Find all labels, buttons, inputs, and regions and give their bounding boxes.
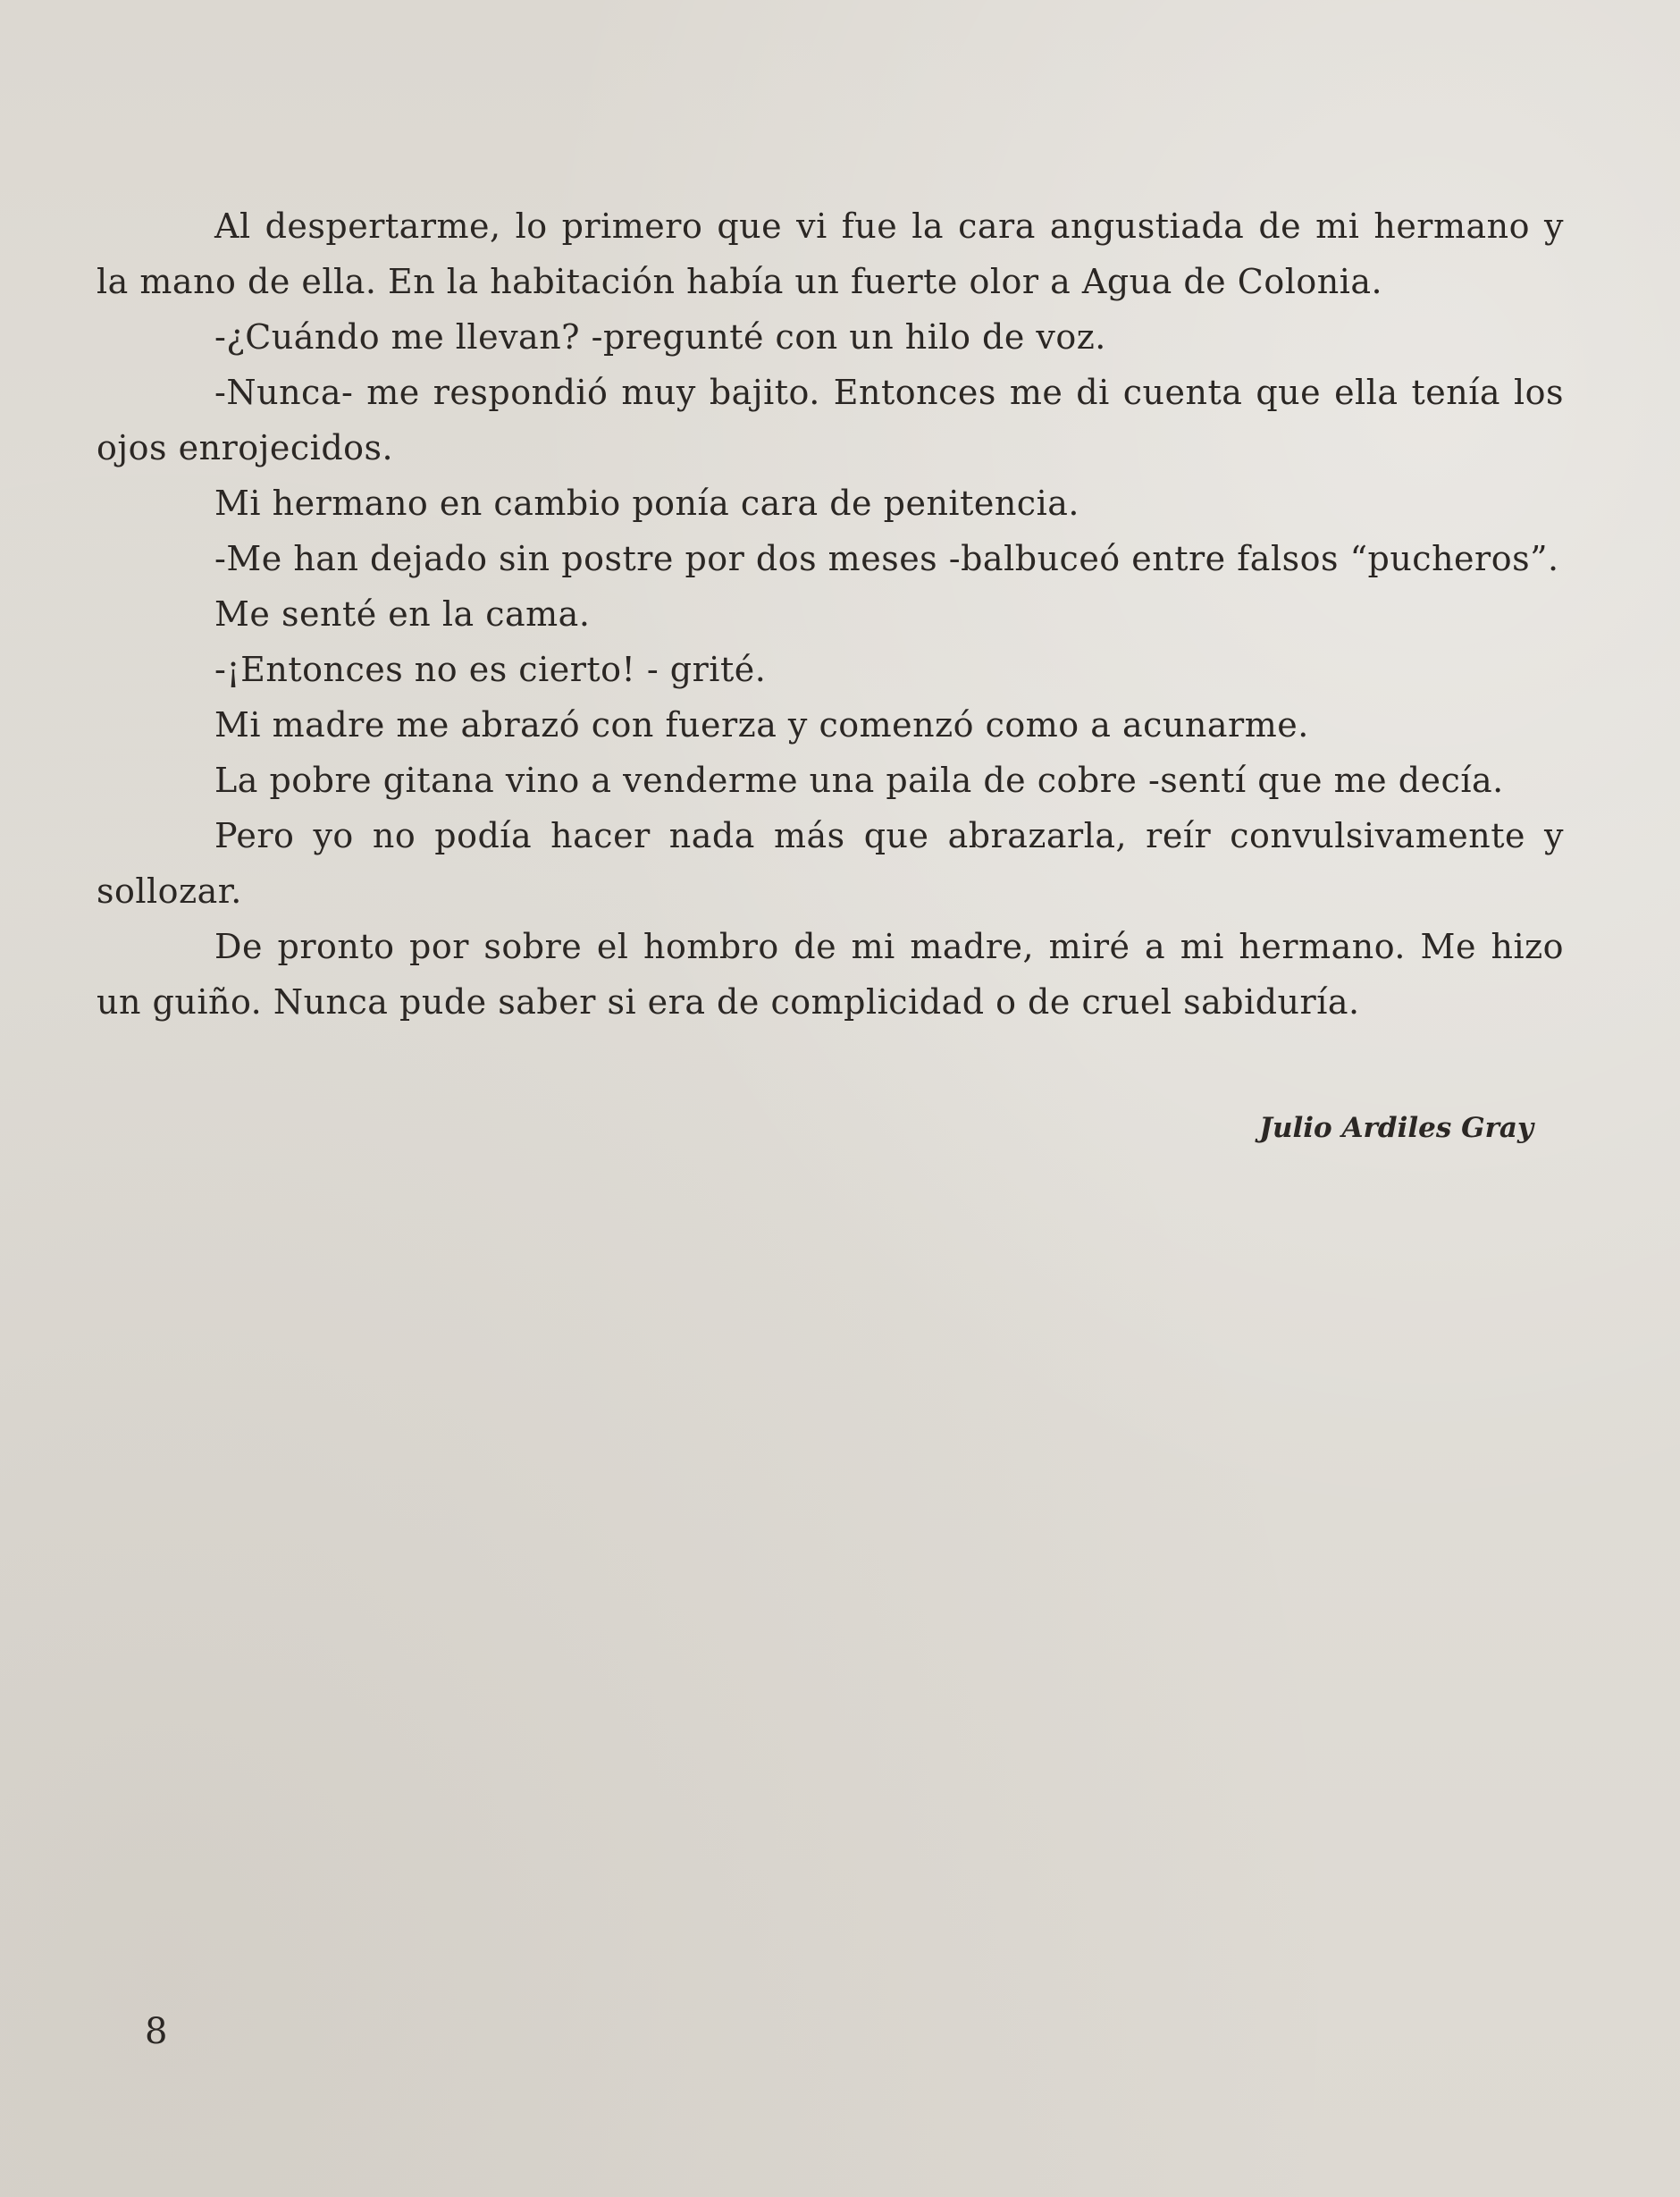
paragraph: Al despertarme, lo primero que vi fue la cara angustiada de mi hermano y la mano de ella. En la habitación había un fuerte olor a Agua de Colonia. <box>97 206 1564 301</box>
story-text <box>97 198 1564 1030</box>
page-number: 8 <box>145 2011 168 2052</box>
paragraph: Mi madre me abrazó con fuerza y comenzó como a acunarme. <box>214 705 1309 745</box>
paragraph: -¿Cuándo me llevan? -pregunté con un hilo de voz. <box>214 317 1106 357</box>
paragraph: -¡Entonces no es cierto! - grité. <box>214 650 767 689</box>
author-signature: Julio Ardiles Gray <box>1259 1112 1533 1144</box>
paragraph: De pronto por sobre el hombro de mi madre, miré a mi hermano. Me hizo un guiño. Nunca pude saber si era de complicidad o de cruel sabiduría. <box>97 927 1564 1022</box>
paragraph: La pobre gitana vino a venderme una paila de cobre -sentí que me decía. <box>214 761 1504 800</box>
paragraph: Pero yo no podía hacer nada más que abrazarla, reír convulsivamente y sollozar. <box>97 816 1564 911</box>
paragraph: -Me han dejado sin postre por dos meses -balbuceó entre falsos “pucheros”. <box>214 539 1559 578</box>
paragraph: Mi hermano en cambio ponía cara de penitencia. <box>214 484 1079 523</box>
paragraph: -Nunca- me respondió muy bajito. Entonces me di cuenta que ella tenía los ojos enrojecidos. <box>97 373 1564 467</box>
paragraph: Me senté en la cama. <box>214 594 591 634</box>
